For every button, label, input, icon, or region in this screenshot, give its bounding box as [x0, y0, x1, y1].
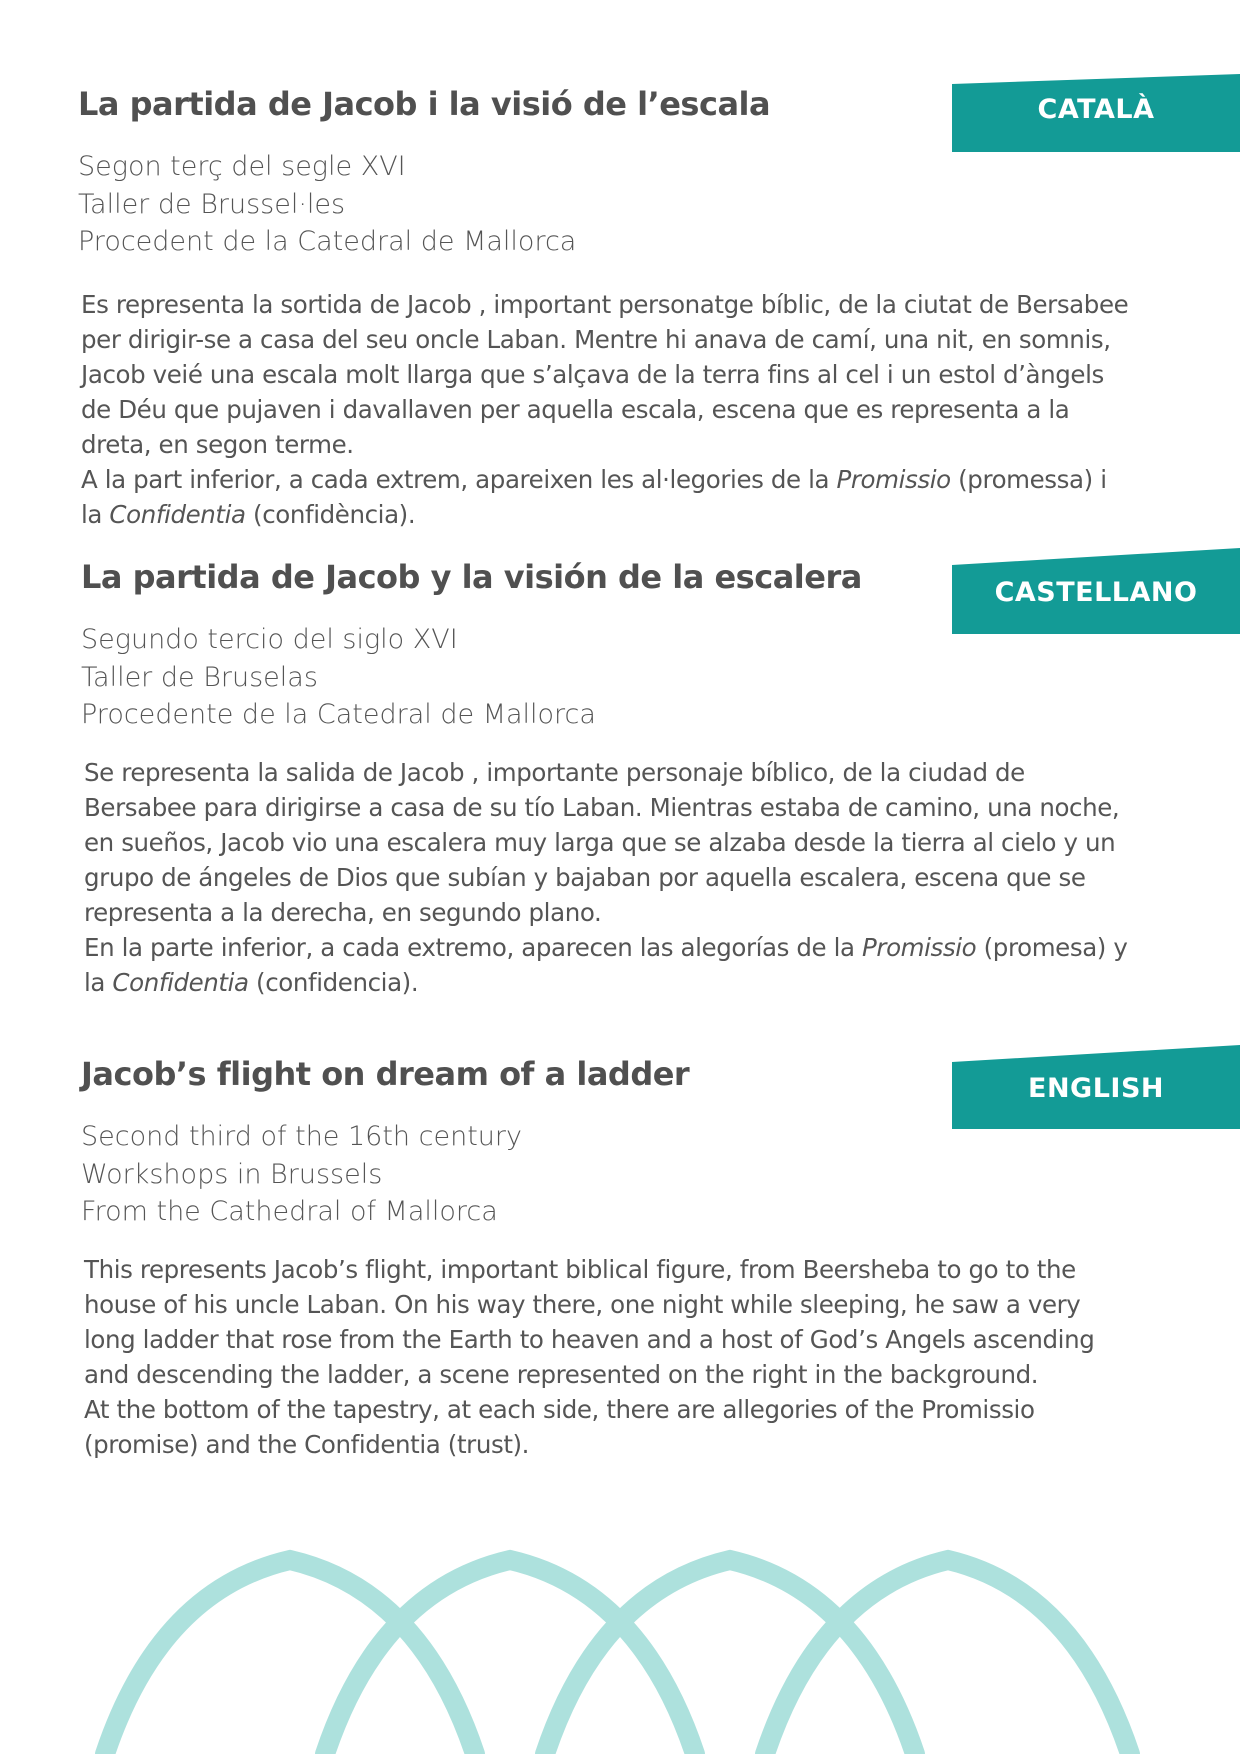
description-paragraph: A la part inferior, a cada extrem, apareixen les al·legories de la Promissio (promessa) i la Confidentia (confidència).	[81, 465, 1107, 529]
meta-workshop: Taller de Bruselas	[81, 661, 318, 693]
language-label: CATALÀ	[1037, 94, 1155, 125]
language-tag-castellano	[952, 548, 1240, 634]
description-paragraph: En la parte inferior, a cada extremo, aparecen las alegorías de la Promissio (promesa) y la Confidentia (confidencia).	[84, 933, 1128, 997]
arch-shape	[545, 1560, 915, 1754]
arch-shape	[325, 1560, 695, 1754]
language-label: CASTELLANO	[994, 577, 1198, 608]
meta-date: Second third of the 16th century	[81, 1121, 522, 1152]
meta-workshop: Workshops in Brussels	[81, 1158, 383, 1190]
meta-workshop: Taller de Brussel·les	[78, 188, 346, 220]
language-tag-english	[952, 1045, 1240, 1129]
decorative-arches	[0, 1480, 1240, 1754]
description-paragraph: Se representa la salida de Jacob , importante personaje bíblico, de la ciudad de Bersabee para dirigirse a casa de su tío Laban. Mientras estaba de camino, una noche, en sueños, Jacob vio una escalera muy larga que se alzaba desde la tierra al cielo y un grupo de ángeles de Dios que subían y bajaban por aquella escalera, escena que se representa a la derecha, en segundo plano.	[84, 758, 1120, 927]
description	[84, 755, 1134, 1000]
language-label: ENGLISH	[1028, 1073, 1164, 1104]
artwork-meta	[81, 621, 596, 734]
artwork-meta	[78, 148, 576, 261]
description-paragraph: This represents Jacob’s flight, important biblical figure, from Beersheba to go to the house of his uncle Laban. On his way there, one night while sleeping, he saw a very long ladder that rose from the Earth to heaven and a host of God’s Angels ascending and descending the ladder, a scene represented on the right in the background.	[84, 1255, 1095, 1389]
artwork-meta	[81, 1118, 522, 1231]
meta-origin: Procedente de la Catedral de Mallorca	[81, 699, 596, 730]
arch-shape	[765, 1560, 1130, 1754]
arch-shape	[105, 1560, 475, 1754]
meta-date: Segundo tercio del siglo XVI	[81, 624, 458, 655]
description	[81, 287, 1131, 532]
meta-origin: Procedent de la Catedral de Mallorca	[78, 226, 577, 257]
section-title: Jacob’s flight on dream of a ladder	[81, 1055, 690, 1093]
meta-date: Segon terç del segle XVI	[78, 151, 406, 182]
description-paragraph: Es representa la sortida de Jacob , important personatge bíblic, de la ciutat de Bersabee per dirigir-se a casa del seu oncle Laban. Mentre hi anava de camí, una nit, en somnis, Jacob veié una escala molt llarga que s’alçava de la terra fins al cel i un estol d’àngels de Déu que pujaven i davallaven per aquella escala, escena que es representa a la dreta, en segon terme.	[81, 290, 1129, 459]
section-title: La partida de Jacob i la visió de l’escala	[78, 85, 771, 123]
section-title: La partida de Jacob y la visión de la escalera	[81, 558, 862, 596]
meta-origin: From the Cathedral of Mallorca	[81, 1196, 498, 1227]
description-paragraph: At the bottom of the tapestry, at each side, there are allegories of the Promissio (promise) and the Confidentia (trust).	[84, 1395, 1035, 1459]
description	[84, 1252, 1134, 1462]
language-tag-catala	[952, 68, 1240, 152]
